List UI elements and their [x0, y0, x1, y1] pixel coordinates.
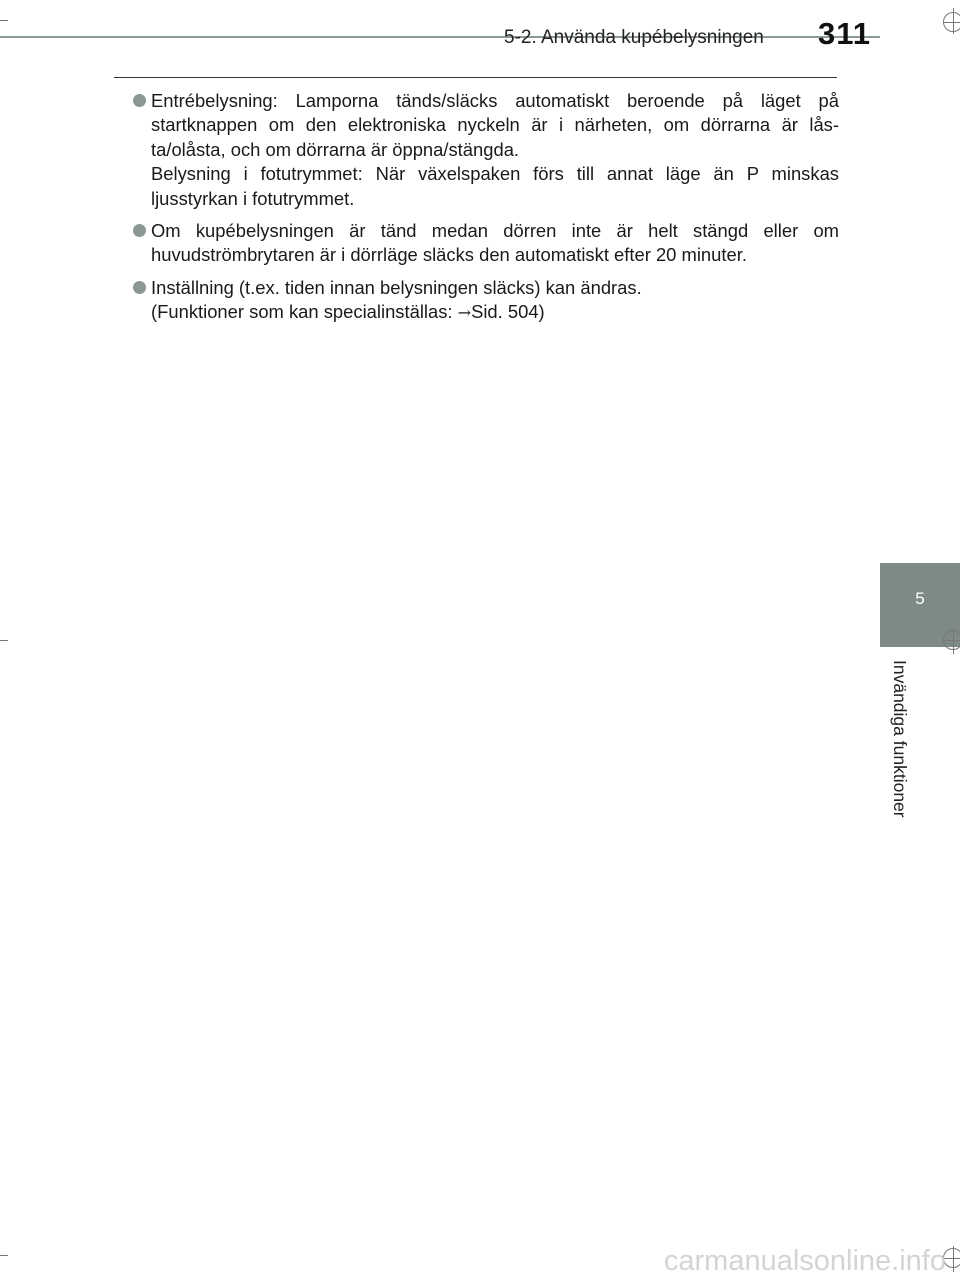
registration-mark-icon	[943, 12, 960, 32]
registration-mark-icon	[943, 630, 960, 650]
bullet-item	[133, 219, 839, 268]
bullet-dot-icon	[133, 281, 146, 294]
bullet-paragraph-reference	[151, 300, 839, 325]
section-title: 5-2. Använda kupébelysningen	[504, 27, 764, 48]
page-number: 311	[818, 16, 872, 51]
crop-mark	[0, 20, 8, 21]
crop-mark	[0, 1255, 8, 1256]
content-divider	[114, 77, 837, 78]
page-reference-link: Sid. 504)	[471, 301, 545, 323]
bullet-paragraph: Belysning i fotutrymmet: När växelspaken förs till annat läge än P minskas ljusstyrkan i fotutrymmet.	[151, 163, 839, 209]
chapter-label: Invändiga funktioner	[890, 660, 910, 818]
watermark: carmanualsonline.info	[663, 1245, 946, 1277]
chapter-number: 5	[915, 589, 925, 608]
crop-mark	[0, 640, 8, 641]
bullet-dot-icon	[133, 224, 146, 237]
bullet-item	[133, 89, 839, 211]
bullet-list	[133, 89, 839, 334]
reference-prefix: (Funktioner som kan specialinställas:	[151, 301, 458, 323]
bullet-paragraph: Inställning (t.ex. tiden innan belysningen släcks) kan ändras.	[151, 276, 642, 298]
bullet-item	[133, 276, 839, 326]
arrow-right-icon: →	[457, 303, 472, 323]
bullet-paragraph: Om kupébelysningen är tänd medan dörren inte är helt stängd eller om huvudströmbrytaren är i dörrläge släcks den automatiskt efter 20 minuter.	[151, 220, 839, 266]
bullet-paragraph: Entrébelysning: Lamporna tänds/släcks automatiskt beroende på läget på startknappen om den elektroniska nyckeln är i närheten, om dörrarna är lås-ta/olåsta, och om dörrarna är öppna/stängda.	[151, 90, 839, 160]
bullet-dot-icon	[133, 94, 146, 107]
